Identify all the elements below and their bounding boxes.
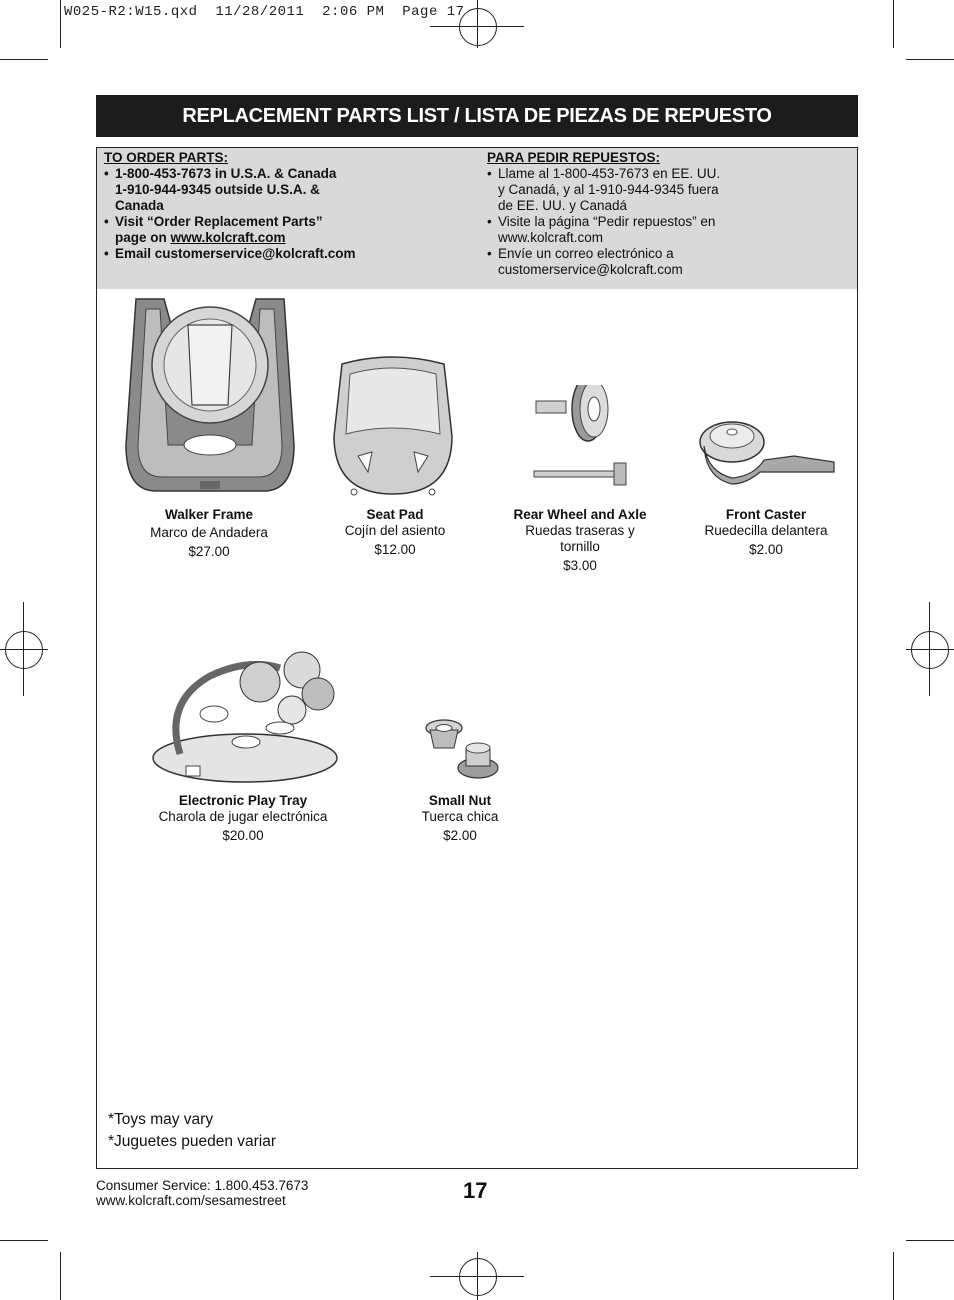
part-name-es: Ruedas traseras y <box>525 523 635 538</box>
order-heading-es: PARA PEDIR REPUESTOS: <box>487 150 661 165</box>
registration-mark-top <box>459 8 497 46</box>
order-visit-item: • Visit “Order Replacement Parts” page on www.kolcraft.com <box>104 214 464 246</box>
registration-line <box>430 1276 524 1277</box>
page-number: 17 <box>463 1178 488 1203</box>
part-price: $2.00 <box>443 828 477 843</box>
registration-line <box>906 649 954 650</box>
crop-mark <box>893 1252 894 1300</box>
website-link[interactable]: www.kolcraft.com <box>170 230 286 245</box>
part-electronic-play-tray <box>150 793 336 844</box>
part-seat-pad <box>320 507 470 558</box>
seat-pad-illustration <box>328 356 458 500</box>
page-title: REPLACEMENT PARTS LIST / LISTA DE PIEZAS DE REPUESTO <box>96 95 858 137</box>
footer <box>96 1178 308 1208</box>
toys-vary-note-es: *Juguetes pueden variar <box>108 1133 277 1150</box>
registration-mark-left <box>5 631 43 669</box>
electronic-play-tray-illustration <box>150 648 340 786</box>
part-name-es: Ruedecilla delantera <box>704 523 828 538</box>
part-name-es: Marco de Andadera <box>150 525 268 540</box>
order-email-item: • Email customerservice@kolcraft.com <box>104 246 464 262</box>
order-info-spanish <box>487 150 847 278</box>
part-price: $27.00 <box>188 544 230 559</box>
part-name-es: Tuerca chica <box>421 809 499 824</box>
part-name-es: Cojín del asiento <box>344 523 446 538</box>
part-walker-frame <box>124 507 294 560</box>
registration-line <box>477 0 478 48</box>
crop-mark <box>906 59 954 60</box>
registration-mark-bottom <box>459 1258 497 1296</box>
crop-mark <box>906 1240 954 1241</box>
part-name: Rear Wheel and Axle <box>513 507 647 522</box>
walker-frame-illustration <box>124 295 296 497</box>
order-heading-en: TO ORDER PARTS: <box>104 150 229 165</box>
crop-mark <box>0 59 48 60</box>
part-name: Small Nut <box>428 793 492 808</box>
part-name-es: Charola de jugar electrónica <box>158 809 328 824</box>
part-price: $12.00 <box>374 542 416 557</box>
part-name: Walker Frame <box>164 507 254 522</box>
toys-vary-note-en: *Toys may vary <box>108 1111 214 1128</box>
order-visit-item-es: • Visite la página “Pedir repuestos” en www.kolcraft.com <box>487 214 847 246</box>
order-phone-item-es: • Llame al 1-800-453-7673 en EE. UU. y Canadá, y al 1-910-944-9345 fuera de EE. UU. y Canadá <box>487 166 847 214</box>
consumer-service-line: Consumer Service: 1.800.453.7673 <box>96 1178 309 1193</box>
part-name: Front Caster <box>725 507 807 522</box>
part-price: $20.00 <box>222 828 264 843</box>
footer-website-link[interactable]: www.kolcraft.com/sesamestreet <box>96 1193 286 1208</box>
registration-mark-right <box>911 631 949 669</box>
part-front-caster <box>690 507 842 558</box>
rear-wheel-axle-illustration <box>530 385 634 489</box>
registration-line <box>0 649 48 650</box>
crop-mark <box>60 0 61 48</box>
order-email-item-es: • Envíe un correo electrónico a customerservice@kolcraft.com <box>487 246 847 278</box>
part-name-es-cont: tornillo <box>560 539 600 554</box>
print-slug: W025-R2:W15.qxd 11/28/2011 2:06 PM Page 17 <box>64 4 465 20</box>
crop-mark <box>893 0 894 48</box>
part-small-nut <box>400 793 520 844</box>
part-rear-wheel-axle <box>500 507 660 574</box>
part-price: $3.00 <box>563 558 597 573</box>
order-info-english <box>104 150 464 262</box>
crop-mark <box>0 1240 48 1241</box>
part-name: Electronic Play Tray <box>178 793 308 808</box>
crop-mark <box>60 1252 61 1300</box>
order-phone-item: • 1-800-453-7673 in U.S.A. & Canada 1-910-944-9345 outside U.S.A. & Canada <box>104 166 464 214</box>
small-nut-illustration <box>418 718 502 782</box>
front-caster-illustration <box>698 416 836 486</box>
part-name: Seat Pad <box>366 507 424 522</box>
part-price: $2.00 <box>749 542 783 557</box>
registration-line <box>430 26 524 27</box>
